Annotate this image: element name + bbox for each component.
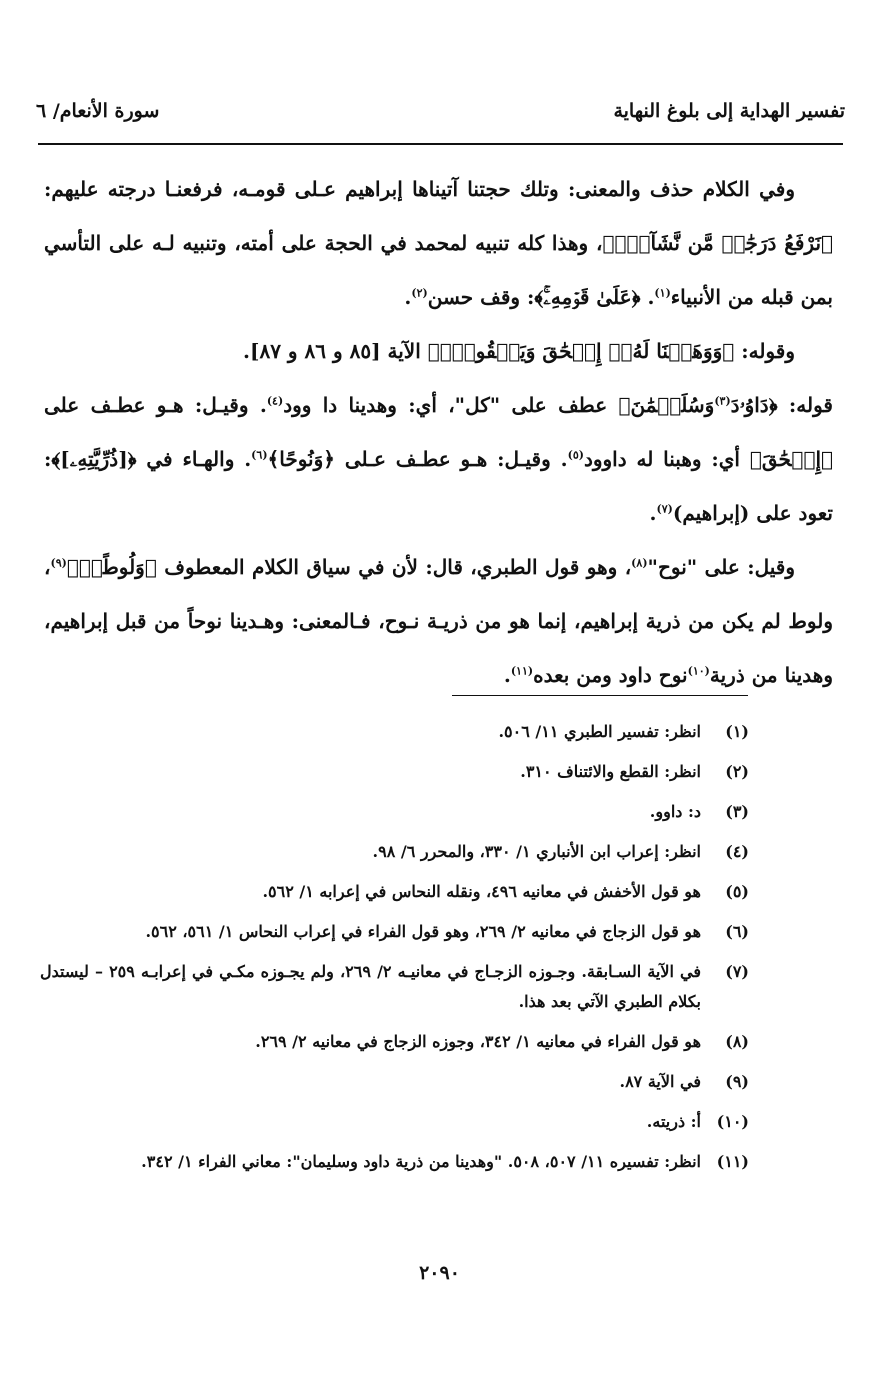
- footnote-text: هو قول الزجاج في معانيه ٢/ ٢٦٩، وهو قول الفراء في إعراب النحاس ١/ ٥٦١، ٥٦٢.: [145, 922, 701, 941]
- footnotes: [40, 712, 749, 1182]
- text-run: أي: وهبنا له داوود: [583, 447, 750, 471]
- footnote: [40, 1102, 749, 1142]
- text-run: .: [649, 501, 657, 525]
- footnote-text: في الآية ٨٧.: [619, 1072, 701, 1091]
- footnote: [40, 792, 749, 832]
- text-run: . وقيـل: هـو عطـف على: [44, 393, 267, 417]
- footnote-text: انظر: إعراب ابن الأنباري ١/ ٣٣٠، والمحرر ٦/ ٩٨.: [372, 842, 701, 861]
- footnote-ref[interactable]: (١٠): [687, 664, 710, 678]
- footnote-ref[interactable]: (٧): [656, 502, 673, 516]
- running-header: [36, 100, 845, 134]
- main-text: [44, 162, 833, 702]
- paragraph-1: [44, 162, 833, 324]
- text-run: قوله:: [777, 393, 833, 417]
- footnote-ref[interactable]: (٢): [411, 286, 428, 300]
- text-run: .: [404, 285, 412, 309]
- footnote: [40, 712, 749, 752]
- footnote-number: (٧): [725, 962, 749, 981]
- footnote: [40, 1022, 749, 1062]
- footnote-number: (١): [725, 722, 749, 741]
- text-run: .: [640, 285, 655, 309]
- footnote-text: انظر: تفسير الطبري ١١/ ٥٠٦.: [498, 722, 701, 741]
- text-run: ، وهو قول الطبري، قال: لأن في سياق الكلام المعطوف: [156, 555, 632, 579]
- quran-quote: ﴿وَنُوحًا﴾: [267, 447, 335, 471]
- text-run: نوح داود ومن بعده: [533, 663, 688, 687]
- footnote-divider: [452, 695, 748, 696]
- footnote-ref[interactable]: (٦): [251, 448, 268, 462]
- header-divider: [38, 143, 843, 145]
- paragraph-3: [44, 378, 833, 540]
- quran-quote: ﴿نَرْفَعُ دَرَجَٰتٖ مَّن نَّشَآءُۗ﴾: [602, 231, 834, 255]
- text-run: ، ولوط لم يكن من ذرية إبراهيم، إنما هو من ذريـة نـوح، فـالمعنى: وهـدينا نوحاً من قبل إبراهيم، وهدينا من ذرية: [44, 555, 833, 687]
- quran-quote: وَسُلَيۡمَٰنَ﴾: [618, 393, 715, 417]
- text-run: . وقيـل: هـو عطـف عـلى: [334, 447, 568, 471]
- book-title: تفسير الهداية إلى بلوغ النهاية: [613, 100, 845, 122]
- footnote: [40, 832, 749, 872]
- quran-quote: ﴿وَوَهَبۡنَا لَهُۥٓ إِسۡحَٰقَ وَيَعۡقُوبَۚ﴾: [427, 339, 735, 363]
- text-run: .: [503, 663, 511, 687]
- footnote-ref[interactable]: (٩): [50, 556, 67, 570]
- text-run: : وقف حسن: [427, 285, 535, 309]
- text-run: الآية [٨٥ و ٨٦ و ٨٧].: [243, 339, 428, 363]
- footnote-ref[interactable]: (٨): [631, 556, 648, 570]
- footnote-text: انظر: القطع والائتناف ٣١٠.: [520, 762, 701, 781]
- text-run: وفي الكلام حذف والمعنى: وتلك حجتنا آتيناها إبراهيم عـلى قومـه، فرفعنـا درجته عليهم:: [44, 177, 795, 201]
- footnote-text: أ: ذريته.: [646, 1112, 701, 1131]
- footnote-number: (٩): [725, 1072, 749, 1091]
- surah-label: سورة الأنعام/ ٦: [36, 100, 160, 122]
- footnote-ref[interactable]: (٣): [714, 394, 731, 408]
- footnote-text: د: داوو.: [649, 802, 701, 821]
- footnote-number: (٦): [725, 922, 749, 941]
- footnote-ref[interactable]: (١١): [510, 664, 534, 678]
- footnote-number: (١١): [716, 1152, 749, 1171]
- footnote: [40, 872, 749, 912]
- footnote-text: هو قول الأخفش في معانيه ٤٩٦، ونقله النحاس في إعرابه ١/ ٥٦٢.: [262, 882, 701, 901]
- footnote-ref[interactable]: (٤): [266, 394, 284, 408]
- footnote-number: (٥): [725, 882, 749, 901]
- text-run: عطف على "كل"، أي: وهدينا دا وود: [283, 393, 619, 417]
- quran-quote: ﴿وَلُوطًاۚ﴾: [66, 555, 157, 579]
- quran-quote: ﴿عَلَىٰ قَوۡمِهِۦۚ﴾: [534, 285, 641, 309]
- text-run: وقوله:: [734, 339, 795, 363]
- text-run: : تعود على (إبراهيم): [44, 447, 833, 525]
- footnote-text: انظر: تفسيره ١١/ ٥٠٧، ٥٠٨. "وهدينا من ذرية داود وسليمان": معاني الفراء ١/ ٣٤٢.: [141, 1152, 701, 1171]
- paragraph-4: [44, 540, 833, 702]
- footnote: [40, 1062, 749, 1102]
- footnote-number: (٤): [725, 842, 749, 861]
- footnote-number: (١٠): [716, 1112, 749, 1131]
- footnote-text: هو قول الفراء في معانيه ١/ ٣٤٢، وجوزه الزجاج في معانيه ٢/ ٢٦٩.: [255, 1032, 701, 1051]
- footnote-number: (٣): [725, 802, 749, 821]
- quran-quote: ﴿دَاوُۥدَ: [730, 393, 778, 417]
- footnote: [40, 912, 749, 952]
- page-number: ٢٠٩٠: [419, 1262, 460, 1284]
- footnote-number: (٨): [725, 1032, 749, 1051]
- footnote: [40, 952, 749, 1022]
- footnote-text: في الآية السـابقة. وجـوزه الزجـاج في معانيـه ٢/ ٢٦٩، ولم يجـوزه مكـي في إعرابـه ٢٥٩ – ليستدل بكلام الطبري الآتي بعد هذا.: [40, 962, 702, 1011]
- text-run: ، وهذا كله تنبيه لمحمد في الحجة على أمته، وتنبيه لـه على التأسي بمن قبله من الأنبياء: [44, 231, 833, 309]
- footnote: [40, 752, 749, 792]
- footnote-number: (٢): [725, 762, 749, 781]
- quran-quote: ﴿إِسۡحَٰقَ﴾: [749, 447, 833, 471]
- footnote: [40, 1142, 749, 1182]
- footnote-ref[interactable]: (٥): [567, 448, 584, 462]
- footnote-ref[interactable]: (١): [654, 286, 671, 300]
- paragraph-2: [44, 324, 833, 378]
- text-run: وقيل: على "نوح": [647, 555, 795, 579]
- text-run: . والهـاء في: [136, 447, 252, 471]
- quran-quote: ﴿[ذُرِّيَّتِهِۦ]﴾: [51, 447, 137, 471]
